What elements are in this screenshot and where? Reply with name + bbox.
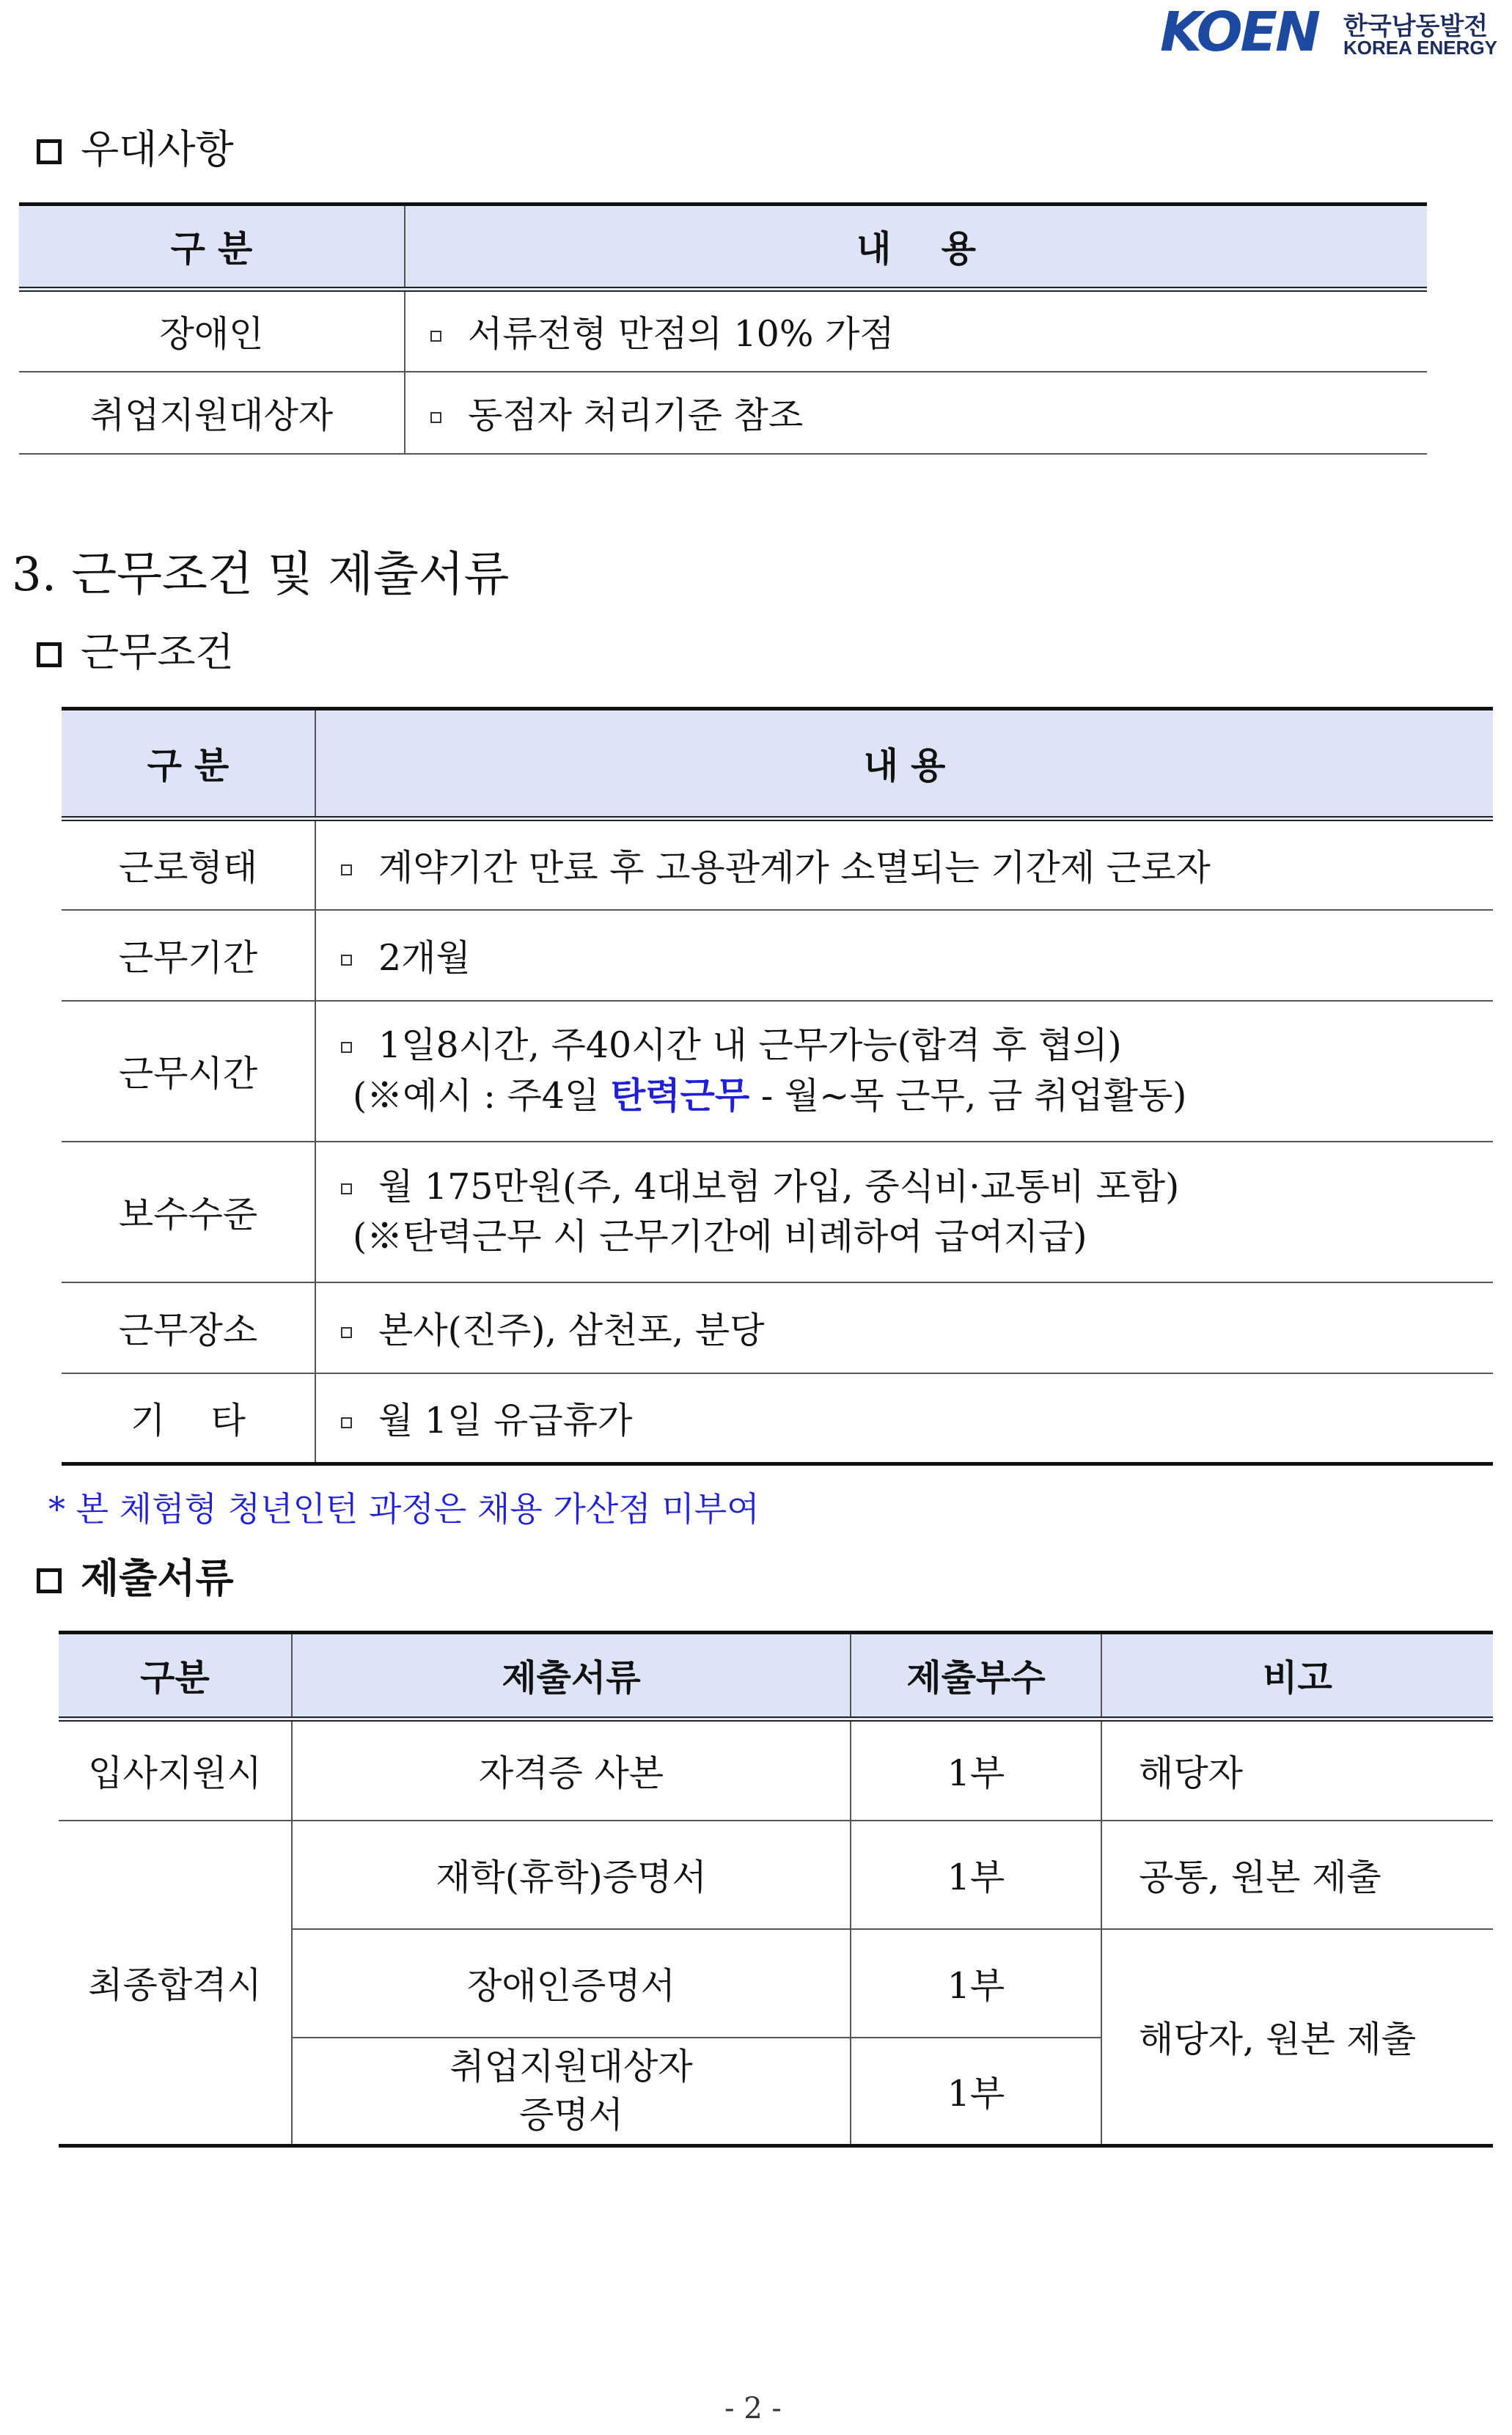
- documents-header-row: [59, 1633, 1493, 1719]
- document-cell: 장애인증명서: [292, 1929, 851, 2038]
- merged-remark-cell: 해당자, 원본 제출: [1101, 1929, 1493, 2146]
- content-text: 1일8시간, 주40시간 내 근무가능(합격 후 협의): [378, 1024, 1122, 1066]
- document-cell: 자격증 사본: [292, 1719, 851, 1821]
- conditions-heading: [37, 629, 234, 676]
- content-cell: [405, 290, 1427, 372]
- category-cell: 근무시간: [62, 1001, 315, 1142]
- content-text: 서류전형 만점의 10% 가점: [468, 312, 895, 355]
- count-cell: 1부: [851, 1821, 1101, 1929]
- document-line2: 증명서: [518, 2093, 623, 2136]
- table-row: [62, 1001, 1493, 1142]
- header-content: 내 용: [315, 709, 1493, 819]
- count-cell: 1부: [851, 1719, 1101, 1821]
- logo-mark: KOEN: [1160, 1, 1318, 64]
- koen-logo: [1160, 1, 1497, 64]
- category-cell: 근무기간: [62, 910, 315, 1001]
- content-text: (※예시 : 주4일: [353, 1075, 611, 1117]
- remark-cell: 공통, 원본 제출: [1101, 1821, 1493, 1929]
- table-row: [62, 910, 1493, 1001]
- table-row: [19, 290, 1427, 372]
- category-cell: 보수수준: [62, 1142, 315, 1282]
- remark-cell: 해당자: [1101, 1719, 1493, 1821]
- preference-table: [19, 202, 1427, 455]
- table-row: [59, 1719, 1493, 1821]
- content-cell: [315, 1282, 1493, 1373]
- header-count: 제출부수: [851, 1633, 1101, 1719]
- header-content: 내 용: [405, 205, 1427, 290]
- category-cell: 근무장소: [62, 1282, 315, 1373]
- content-line2: (※탄력근무 시 근무기간에 비례하여 급여지급): [353, 1215, 1087, 1257]
- bullet-icon: [341, 1417, 352, 1428]
- category-cell: 장애인: [19, 290, 405, 372]
- header-category: 구분: [59, 1633, 292, 1719]
- table-row: [59, 1821, 1493, 1929]
- header-document: 제출서류: [292, 1633, 851, 1719]
- category-cell: 취업지원대상자: [19, 372, 405, 454]
- preference-header-row: [19, 205, 1427, 290]
- section-title: 3. 근무조건 및 제출서류: [12, 548, 510, 602]
- documents-heading-text: 제출서류: [81, 1554, 234, 1601]
- documents-table: [59, 1631, 1493, 2148]
- checkbox-square-icon: [37, 1568, 62, 1593]
- table-row: [62, 819, 1493, 910]
- page-number: - 2 -: [724, 2392, 782, 2425]
- content-cell: [405, 372, 1427, 454]
- document-line1: 취업지원대상자: [449, 2045, 693, 2087]
- header-remark: 비고: [1101, 1633, 1493, 1719]
- logo-name-ko: 한국남동발전: [1343, 12, 1489, 41]
- checkbox-square-icon: [37, 642, 62, 667]
- count-cell: 1부: [851, 2038, 1101, 2146]
- preference-heading: [37, 126, 234, 173]
- content-line2: [341, 1070, 1483, 1121]
- bullet-icon: [341, 955, 352, 966]
- conditions-note: * 본 체험형 청년인턴 과정은 채용 가산점 미부여: [48, 1489, 760, 1529]
- table-row: [62, 1373, 1493, 1464]
- documents-heading: [37, 1554, 234, 1602]
- header-category: 구 분: [19, 205, 405, 290]
- content-cell: [315, 1373, 1493, 1464]
- header-category: 구 분: [62, 709, 315, 819]
- checkbox-square-icon: [37, 139, 62, 164]
- content-cell: [315, 1001, 1493, 1142]
- document-cell: [292, 2038, 851, 2146]
- content-text: 2개월: [378, 936, 471, 979]
- content-cell: [315, 1142, 1493, 1282]
- content-cell: [315, 910, 1493, 1001]
- bullet-icon: [430, 331, 441, 342]
- bullet-icon: [341, 1042, 352, 1053]
- content-text: 월 1일 유급휴가: [378, 1399, 633, 1441]
- content-text: 본사(진주), 삼천포, 분당: [378, 1309, 765, 1351]
- logo-name-en: KOREA ENERGY: [1343, 37, 1497, 59]
- content-text: 계약기간 만료 후 고용관계가 소멸되는 기간제 근로자: [378, 846, 1211, 889]
- table-row: [62, 1142, 1493, 1282]
- bullet-icon: [341, 1183, 352, 1194]
- bullet-icon: [341, 1327, 352, 1338]
- count-cell: 1부: [851, 1929, 1101, 2038]
- content-cell: [315, 819, 1493, 910]
- content-text: 동점자 처리기준 참조: [468, 394, 804, 436]
- category-cell: 근로형태: [62, 819, 315, 910]
- category-cell: 기 타: [62, 1373, 315, 1464]
- bullet-icon: [430, 412, 441, 423]
- category-cell: 입사지원시: [59, 1719, 292, 1821]
- conditions-table: [62, 707, 1493, 1466]
- conditions-header-row: [62, 709, 1493, 819]
- content-text: - 월~목 근무, 금 취업활동): [749, 1075, 1187, 1117]
- content-text: 월 175만원(주, 4대보험 가입, 중식비·교통비 포함): [378, 1165, 1180, 1208]
- final-category-cell: 최종합격시: [59, 1821, 292, 2146]
- table-row: [62, 1282, 1493, 1373]
- document-cell: 재학(휴학)증명서: [292, 1821, 851, 1929]
- preference-heading-text: 우대사항: [81, 126, 234, 172]
- highlight-flexible-work: 탄력근무: [610, 1074, 750, 1117]
- conditions-heading-text: 근무조건: [81, 629, 234, 675]
- bullet-icon: [341, 864, 352, 875]
- table-row: [19, 372, 1427, 454]
